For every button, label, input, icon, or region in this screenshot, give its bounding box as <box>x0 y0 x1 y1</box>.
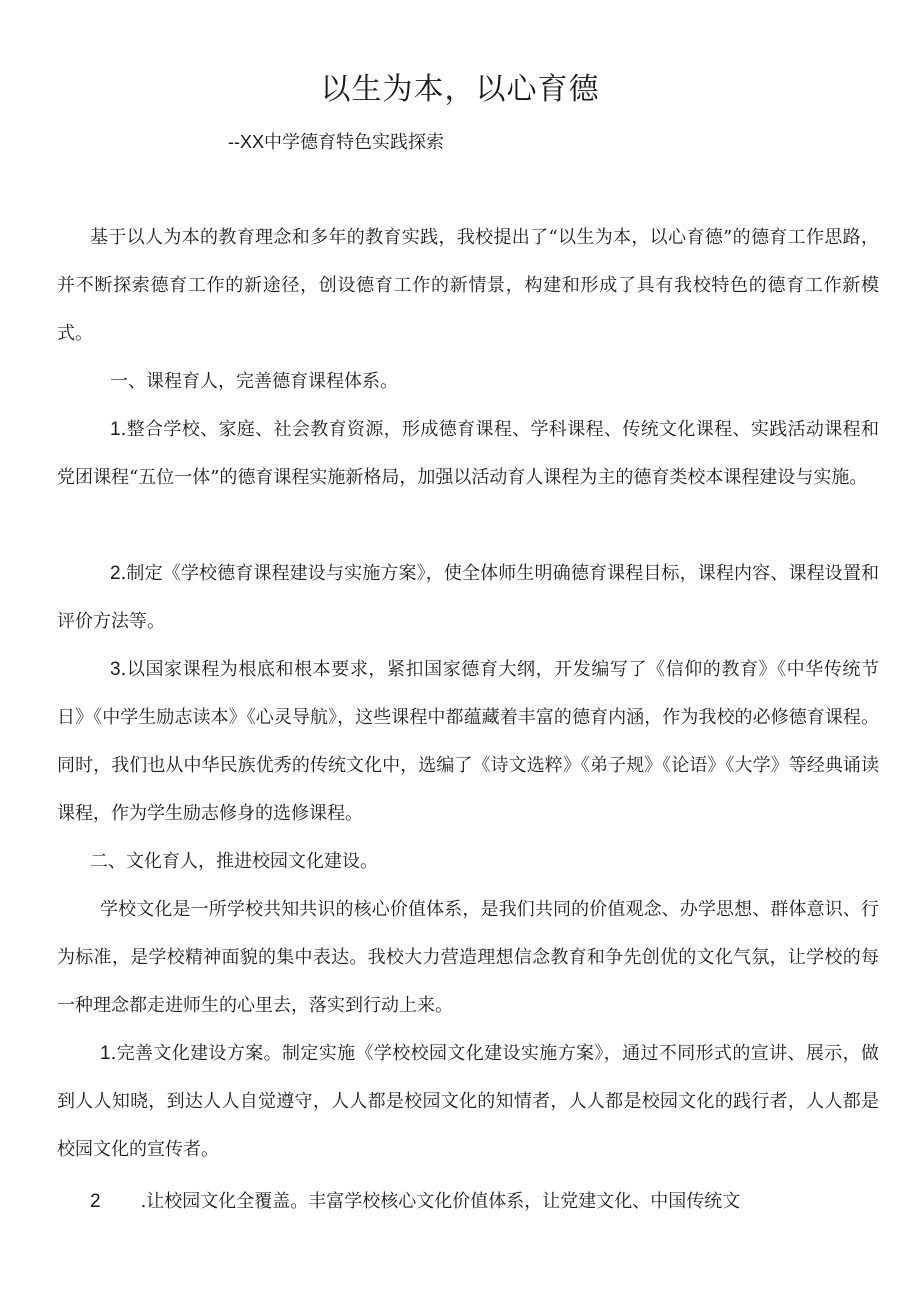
document-title: 以生为本，以心育德 <box>320 72 600 107</box>
item-number: 3 <box>110 659 121 680</box>
subtitle-prefix: --XX <box>228 132 264 152</box>
subtitle-text: 中学德育特色实践探索 <box>264 132 444 153</box>
item-number: 1 <box>100 1043 111 1064</box>
item-text: .完善文化建设方案。制定实施《学校校园文化建设实施方案》，通过不同形式的宣讲、展示，做到人人知晓，到达人人自觉遵守，人人都是校园文化的知情者，人人都是校园文化的践行者，人人都是校园文化的宣传者。 <box>57 1043 879 1160</box>
item-text: .制定《学校德育课程建设与实施方案》，使全体师生明确德育课程目标，课程内容、课程设置和评价方法等。 <box>57 563 879 632</box>
item-text: .以国家课程为根底和根本要求，紧扣国家德育大纲，开发编写了《信仰的教育》《中华传统节日》《中学生励志读本》《心灵导航》，这些课程中都蕴藏着丰富的德育内涵，作为我校的必修德育课程。同时，我们也从中华民族优秀的传统文化中，选编了《诗文选粹》《弟子规》《论语》《大学》等经典诵读课程，作为学生励志修身的选修课程。 <box>57 659 879 824</box>
section-2-heading: 二、文化育人，推进校园文化建设。 <box>90 851 378 872</box>
section-1-heading: 一、课程育人，完善德育课程体系。 <box>110 371 398 392</box>
section-1-item-1 <box>57 406 879 502</box>
section-2-intro: 学校文化是一所学校共知共识的核心价值体系，是我们共同的价值观念、办学思想、群体意识、行为标准，是学校精神面貌的集中表达。我校大力营造理想信念教育和争先创优的文化气氛，让学校的每一种理念都走进师生的心里去，落实到行动上来。 <box>57 899 879 1016</box>
section-2-item-2 <box>57 1178 879 1226</box>
item-number: 2 <box>90 1191 101 1212</box>
item-number: 2 <box>110 563 121 584</box>
document-subtitle <box>228 129 444 156</box>
item-text: .让校园文化全覆盖。丰富学校核心文化价值体系，让党建文化、中国传统文 <box>140 1191 741 1212</box>
section-2-item-1 <box>57 1030 879 1174</box>
section-1-item-3 <box>57 646 879 838</box>
item-text: .整合学校、家庭、社会教育资源，形成德育课程、学科课程、传统文化课程、实践活动课程和党团课程“五位一体”的德育课程实施新格局，加强以活动育人课程为主的德育类校本课程建设与实施。 <box>57 419 879 488</box>
item-number: 1 <box>110 419 121 440</box>
section-1-item-2 <box>57 550 879 646</box>
intro-paragraph: 基于以人为本的教育理念和多年的教育实践，我校提出了“以生为本，以心育德”的德育工作思路，并不断探索德育工作的新途径，创设德育工作的新情景，构建和形成了具有我校特色的德育工作新模式。 <box>57 227 879 344</box>
